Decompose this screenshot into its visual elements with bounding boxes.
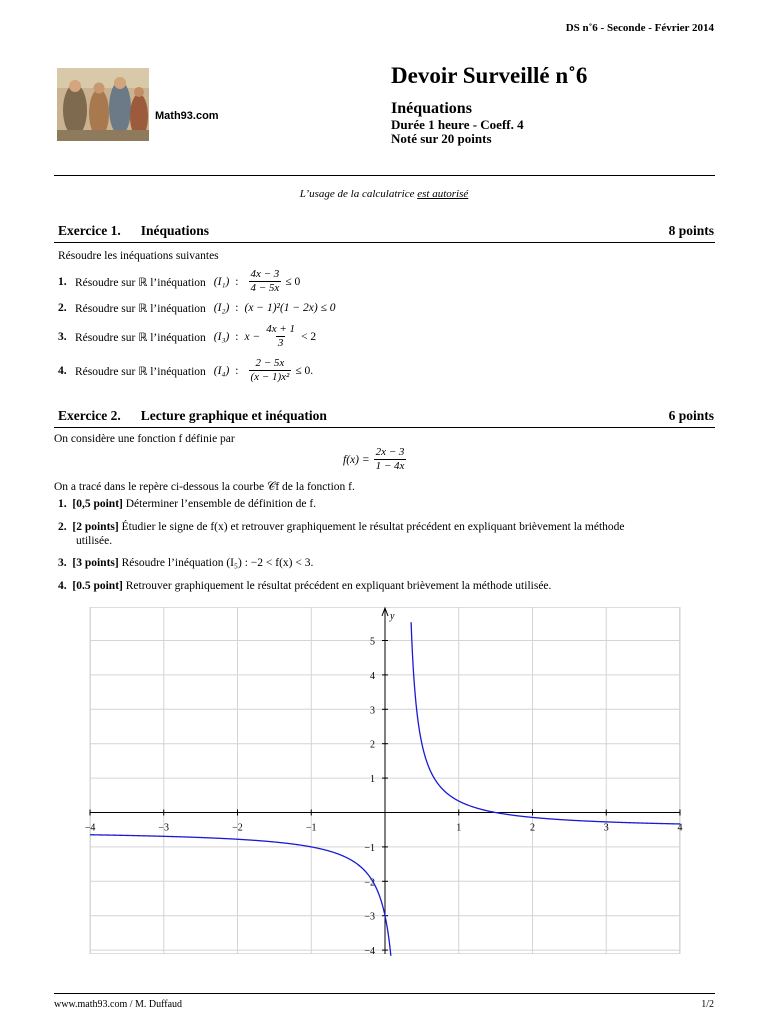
x-tick-label: 1: [456, 822, 462, 834]
relation: ≤ 0.: [295, 364, 314, 377]
page-number: 1/2: [701, 999, 714, 1010]
y-tick-label: −1: [364, 842, 375, 854]
exercise2-trace: On a tracé dans le repère ci-dessous la courbe 𝒞f de la fonction f.: [54, 481, 355, 493]
curve-left-branch: [90, 835, 391, 956]
y-tick-label: −2: [364, 877, 375, 889]
expression: (x − 1)²(1 − 2x) ≤ 0: [244, 302, 336, 314]
exercise2-number: Exercice 2.: [58, 408, 121, 423]
item-text: Résoudre sur ℝ l’inéquation: [75, 331, 206, 344]
exercise1-item-4: 4. Résoudre sur ℝ l’inéquation (I₄) : $\frac{2 - 5x}{\text{(x − 1)x²}}$ ≤ 0.: [58, 357, 314, 383]
inequation-label: (I₂): [213, 302, 230, 314]
grading-line: Noté sur 20 points: [391, 131, 492, 146]
formula-lhs: f(x) =: [343, 453, 370, 466]
relation: < 2: [301, 330, 317, 343]
exercise1-points: 8 points: [668, 223, 714, 238]
exercise2-item-3: 3. [3 points] Résoudre l’inéquation (I₅) : −2 < f(x) < 3.: [58, 557, 314, 569]
x-tick-label: −2: [232, 822, 243, 834]
logo-painting: [57, 68, 149, 141]
fraction: $\frac{4x + 1}{3}$: [266, 323, 296, 349]
fraction: $\frac{4x - 3}{4 - 5x}$: [250, 268, 280, 294]
inequation-label: (I₁): [213, 275, 230, 288]
exercise2-rule: [54, 427, 715, 428]
item-number: 2.: [58, 302, 67, 314]
document-reference: DS n˚6 - Seconde - Février 2014: [565, 22, 714, 34]
footer-divider: [54, 993, 715, 994]
formula-fraction: $\frac{2x - 3}{1 - 4x}$: [375, 446, 405, 472]
x-tick-label: 4: [677, 822, 683, 834]
exercise2-item-2-cont: utilisée.: [76, 535, 113, 547]
y-tick-label: −4: [364, 946, 375, 958]
item-text: Résoudre sur ℝ l’inéquation: [75, 276, 206, 289]
x-tick-label: −1: [305, 822, 317, 834]
page-subtitle: Inéquations: [391, 100, 472, 117]
y-tick-label: 2: [370, 739, 375, 751]
exam-info: [391, 118, 524, 146]
item-number: 1.: [58, 275, 67, 288]
exercise1-title: Inéquations: [140, 223, 210, 238]
item-text: Résoudre sur ℝ l’inéquation: [75, 303, 206, 315]
exercise1-item-3: 3. Résoudre sur ℝ l’inéquation (I₃) : x − $\frac{4x + 1}{3}$ < 2: [58, 323, 317, 349]
exercise1-item-2: 2. Résoudre sur ℝ l’inéquation (I₂) : (x − 1)²(1 − 2x) ≤ 0: [58, 302, 336, 315]
exercise2-header: [58, 408, 714, 424]
y-tick-label: 1: [370, 774, 375, 786]
exercise1-rule: [54, 242, 715, 243]
item-text: Résoudre sur ℝ l’inéquation: [75, 365, 206, 378]
expression-prefix: x −: [244, 330, 261, 343]
y-tick-label: 4: [370, 670, 375, 682]
x-tick-label: 3: [603, 822, 609, 834]
header-divider: [54, 175, 715, 176]
x-tick-label: −4: [84, 822, 96, 834]
exercise1-header: [58, 223, 714, 239]
y-tick-label: 3: [370, 705, 375, 717]
x-tick-label: −3: [158, 822, 170, 834]
exercise1-number: Exercice 1.: [58, 223, 121, 238]
relation: ≤ 0: [285, 275, 301, 288]
logo: [57, 68, 240, 141]
calculator-note-emphasis: est autorisé: [417, 188, 469, 200]
graph-canvas: [84, 607, 683, 958]
calculator-note: [0, 188, 768, 200]
logo-text: Math93.com: [155, 110, 219, 122]
function-definition: [343, 446, 410, 473]
function-graph: [84, 607, 683, 959]
page-title: Devoir Surveillé n˚6: [391, 63, 588, 88]
exercise2-intro: On considère une fonction f définie par: [54, 433, 235, 445]
inequation-label: (I₃): [213, 330, 230, 343]
exercise2-item-4: 4. [0.5 point] Retrouver graphiquement le résultat précédent en expliquant brièvement la méthode utilisée.: [58, 580, 552, 592]
duration-line: Durée 1 heure - Coeff. 4: [391, 117, 524, 132]
inequation-label: (I₄): [213, 364, 230, 377]
y-tick-label: 5: [370, 636, 375, 648]
fraction: $\frac{2 - 5x}{\text{(x − 1)x²}}$: [250, 357, 290, 383]
exercise2-item-1: 1. [0,5 point] Déterminer l’ensemble de définition de f.: [58, 498, 317, 510]
y-tick-label: −3: [364, 911, 375, 923]
y-axis-label: y: [390, 611, 395, 622]
item-number: 3.: [58, 330, 67, 343]
curve-right-branch: [411, 622, 680, 824]
exercise1-intro: Résoudre les inéquations suivantes: [58, 250, 219, 262]
exercise2-points: 6 points: [668, 408, 714, 423]
exercise2-title: Lecture graphique et inéquation: [140, 408, 327, 423]
footer-credit: www.math93.com / M. Duffaud: [54, 999, 183, 1010]
calculator-note-text: L’usage de la calculatrice: [299, 188, 418, 200]
exercise2-item-2: 2. [2 points] Étudier le signe de f(x) et retrouver graphiquement le résultat précédent en expliquant brièvement la méthode: [58, 521, 625, 533]
item-number: 4.: [58, 364, 67, 377]
x-tick-label: 2: [530, 822, 535, 834]
exercise1-item-1: 1. Résoudre sur ℝ l’inéquation (I₁) : $\frac{4x - 3}{4 - 5x}$ ≤ 0: [58, 268, 301, 294]
